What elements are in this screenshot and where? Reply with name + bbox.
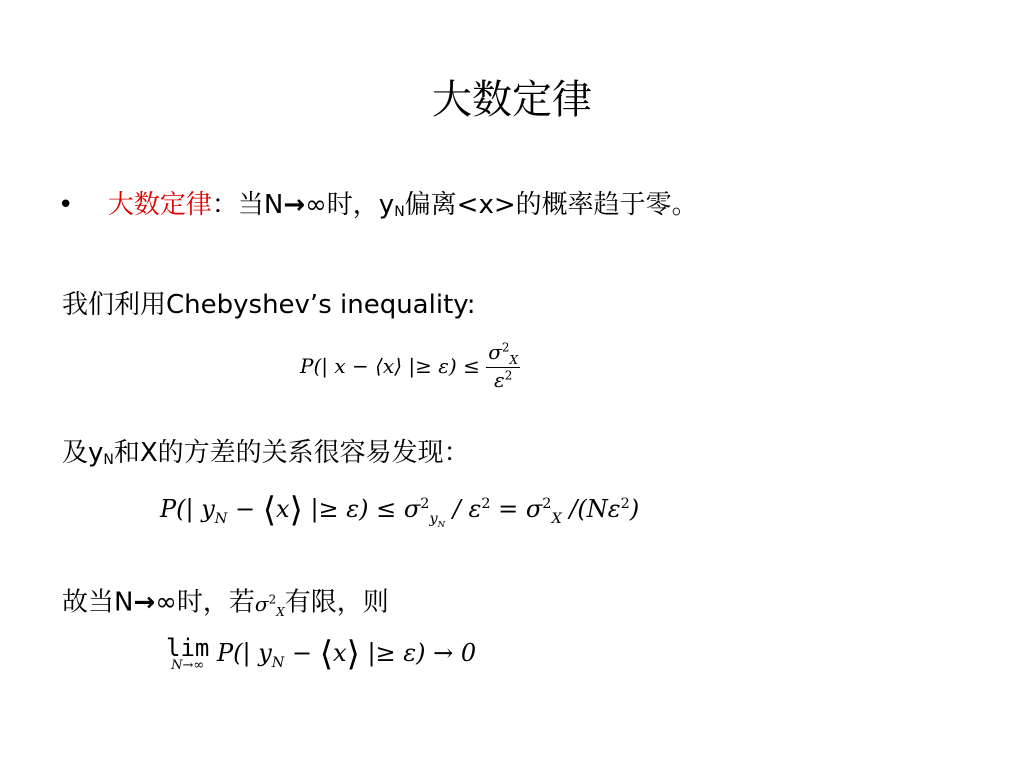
limit-operator <box>166 634 209 673</box>
eq3-p3: |≥ ε) → 0 <box>359 639 477 667</box>
conclusion-line <box>62 582 389 629</box>
eq3-rangle: ⟩ <box>346 634 360 674</box>
bullet-marker: • <box>58 190 74 220</box>
eq1-den: ε <box>493 368 505 392</box>
conclusion-sigma <box>254 591 285 619</box>
eq2-p3: |≥ ε) ≤ σ <box>302 495 421 523</box>
relation-text-b: 和X的方差的关系很容易发现： <box>113 438 470 468</box>
arrow-icon: → <box>133 587 156 618</box>
conclusion-text-b: ∞时，若 <box>155 587 255 618</box>
relation-line <box>62 436 470 477</box>
intro-line: 我们利用Chebyshev’s inequality: <box>62 290 476 320</box>
variance-equation <box>160 490 639 530</box>
eq2-sub-n: N <box>214 510 228 527</box>
conclusion-text-c: 有限，则 <box>284 587 389 618</box>
eq3-langle: ⟨ <box>319 634 334 674</box>
eq2-p7: ) <box>629 495 640 523</box>
eq2-sub-yn: N <box>437 519 446 530</box>
eq3-sub-n: N <box>271 654 285 671</box>
eq3-p1: P(| y <box>217 639 272 667</box>
limit-label: lim <box>166 634 210 662</box>
eq1-fraction <box>486 340 520 392</box>
eq1-num-sup: 2 <box>501 340 510 355</box>
eq2-sup4: 2 <box>620 496 630 512</box>
eq1-num: σ <box>488 340 502 364</box>
eq1-den-sup: 2 <box>504 368 513 383</box>
eq2-p5: = σ <box>490 495 543 523</box>
eq2-sup2: 2 <box>481 496 491 512</box>
eq2-x: x <box>276 495 290 523</box>
conclusion-sigma-sup: 2 <box>268 592 277 606</box>
relation-sub-n: N <box>103 452 114 468</box>
bullet-text-c: 偏离<x>的概率趋于零。 <box>404 190 698 220</box>
eq2-p4: / ε <box>445 495 482 523</box>
slide-title: 大数定律 <box>432 77 592 123</box>
bullet-term: 大数定律 <box>107 190 212 220</box>
eq2-langle: ⟨ <box>262 490 277 530</box>
eq2-sup1: 2 <box>420 496 430 512</box>
conclusion-text-a: 故当N <box>62 587 134 618</box>
conclusion-sigma-symbol: σ <box>254 591 269 616</box>
eq2-p2: − <box>227 495 263 523</box>
eq2-p6: /(Nε <box>561 495 621 523</box>
limit-equation <box>166 634 476 674</box>
bullet-text-b: ∞时，y <box>305 190 395 220</box>
eq2-sub-x: X <box>551 510 562 527</box>
eq1-lhs: P(| x − ⟨x⟩ |≥ ε) ≤ <box>300 354 480 378</box>
eq3-x: x <box>333 639 347 667</box>
eq1-num-sub: X <box>509 353 519 367</box>
bullet-line <box>58 188 698 229</box>
relation-text-a: 及y <box>62 438 104 468</box>
bullet-sub-n: N <box>394 204 405 220</box>
arrow-icon: → <box>283 190 306 220</box>
eq2-rangle: ⟩ <box>289 490 303 530</box>
eq2-p1: P(| y <box>160 495 215 523</box>
conclusion-sigma-sub: X <box>276 604 285 619</box>
bullet-text-a: ：当N <box>211 190 284 220</box>
eq2-sup3: 2 <box>542 496 552 512</box>
chebyshev-equation <box>300 340 520 392</box>
eq2-sub-y: y <box>429 510 438 527</box>
limit-subscript: N→∞ <box>171 658 205 673</box>
eq3-p2: − <box>284 639 320 667</box>
